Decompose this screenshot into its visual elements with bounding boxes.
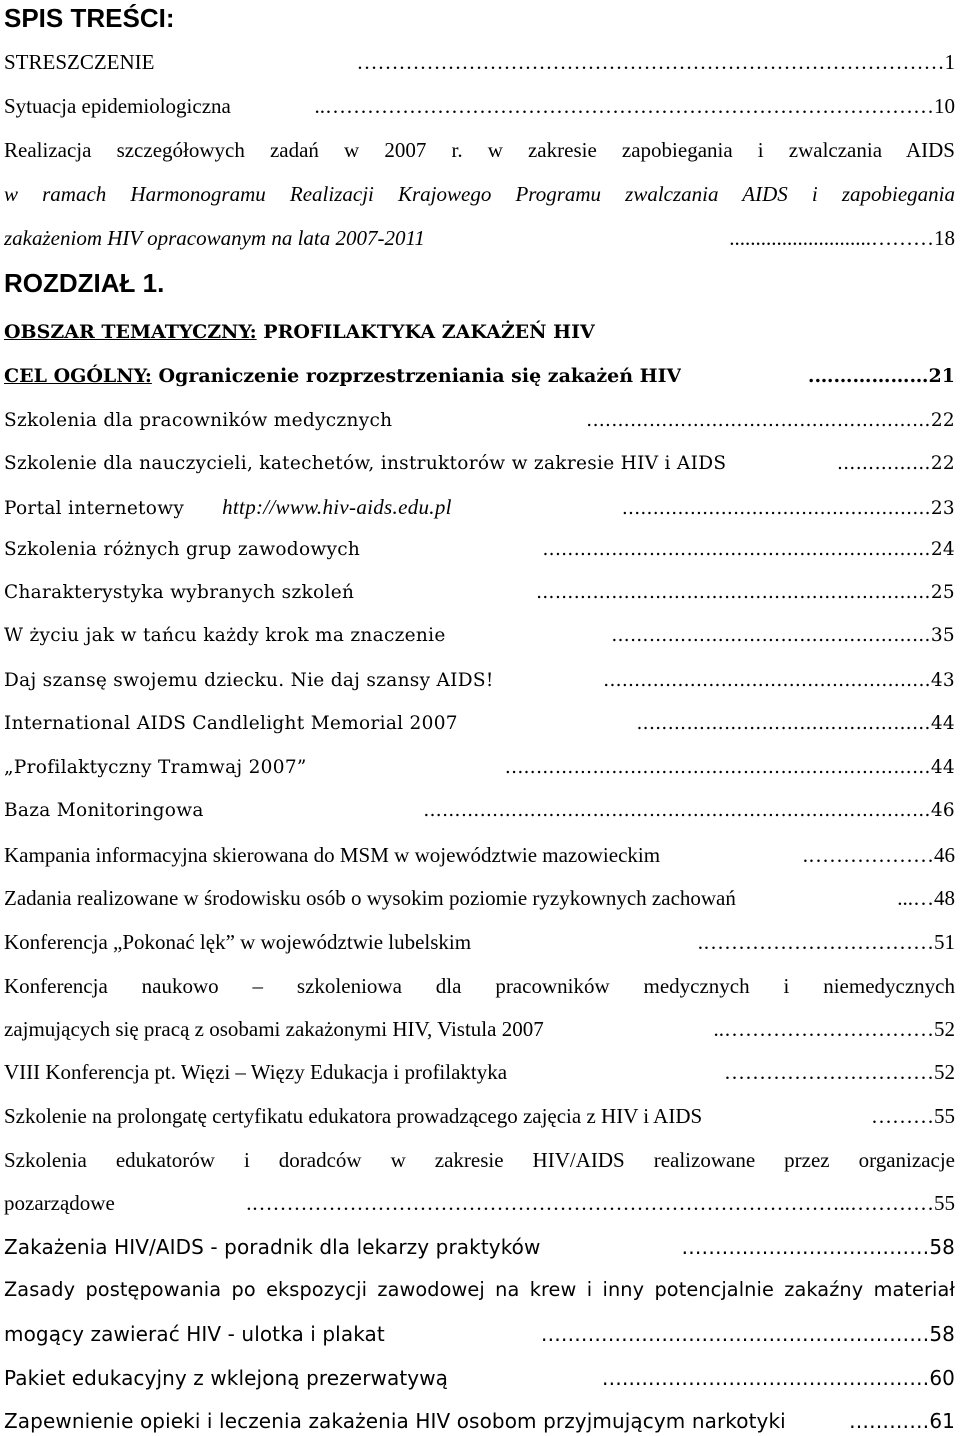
toc-heading: SPIS TREŚCI: xyxy=(4,3,175,33)
toc-entry-leader: …………… xyxy=(836,453,931,474)
toc-entry-text: mogący zawierać HIV - ulotka i plakat xyxy=(4,1322,385,1346)
toc-entry-leader: ……………………………………….. xyxy=(636,713,931,734)
toc-entry-line[interactable]: Zasady postępowania po ekspozycji zawodowej na krew i inny potencjalnie zakaźny materiał xyxy=(4,1278,955,1301)
toc-entry-page: 58 xyxy=(929,1322,955,1346)
toc-entry-leader: ..................................................... xyxy=(603,670,931,691)
toc-entry[interactable] xyxy=(4,408,955,434)
toc-entry[interactable] xyxy=(4,755,955,781)
toc-entry[interactable] xyxy=(4,494,955,522)
toc-entry[interactable] xyxy=(4,580,955,606)
toc-entry-page: 35 xyxy=(930,625,955,646)
toc-entry-page: 58 xyxy=(929,1235,955,1259)
toc-entry-leader: …………………………………………………………………………….. xyxy=(314,94,934,118)
toc-entry-line[interactable]: Szkolenia edukatorów i doradców w zakresie HIV/AIDS realizowane przez organizacje xyxy=(4,1148,955,1172)
toc-entry-leader: ……………………………………………………… xyxy=(536,582,931,603)
toc-entry-leader: ……………………………. xyxy=(697,930,934,954)
toc-entry[interactable] xyxy=(4,49,955,75)
toc-entry[interactable] xyxy=(4,885,955,911)
toc-entry[interactable] xyxy=(4,225,955,251)
toc-entry-line[interactable]: Realizacja szczegółowych zadań w 2007 r. w zakresie zapobiegania i zwalczania AIDS xyxy=(4,138,955,162)
toc-entry[interactable] xyxy=(4,711,955,737)
toc-entry-leader: ……………………………………………………………………… xyxy=(423,800,931,821)
toc-entry-leader: ………………………………………………………………………… xyxy=(356,50,945,74)
toc-entry-page: 61 xyxy=(929,1409,955,1433)
toc-entry-text: VIII Konferencja pt. Więzi – Więzy Edukacja i profilaktyka xyxy=(4,1060,508,1084)
toc-entry-leader: ………………………………………………. xyxy=(586,410,931,431)
toc-entry-page: 55 xyxy=(934,1104,955,1128)
toc-entry-text: Szkolenie na prolongatę certyfikatu edukatora prowadzącego zajęcia z HIV i AIDS xyxy=(4,1104,703,1128)
toc-entry[interactable] xyxy=(4,1059,955,1085)
toc-entry-leader: …………..…………………………………………………………………………. xyxy=(246,1191,934,1215)
toc-entry-leader: ………………………….. xyxy=(713,1017,934,1041)
toc-entry-page: 55 xyxy=(934,1191,955,1215)
toc-entry-leader: …... xyxy=(897,886,934,910)
toc-entry-text: W życiu jak w tańcu każdy krok ma znaczenie xyxy=(4,625,446,646)
toc-entry-page: 52 xyxy=(934,1017,955,1041)
toc-entry-page: 10 xyxy=(934,94,955,118)
toc-entry-page: 21 xyxy=(928,365,955,387)
toc-entry-page: 48 xyxy=(934,886,955,910)
general-goal-entry[interactable] xyxy=(4,363,955,389)
toc-entry-leader: ………………………………. xyxy=(681,1235,930,1259)
portal-label: Portal internetowy xyxy=(4,498,185,519)
toc-entry-text: Zadania realizowane w środowisku osób o wysokim poziomie ryzykownych zachowań xyxy=(4,886,736,910)
toc-entry-text: zakażeniom HIV opracowanym na lata 2007-2011 xyxy=(4,226,425,250)
toc-entry[interactable] xyxy=(4,1190,955,1216)
toc-entry-text: STRESZCZENIE xyxy=(4,50,155,74)
thematic-area-value: PROFILAKTYKA ZAKAŻEŃ HIV xyxy=(263,321,595,343)
toc-entry[interactable] xyxy=(4,668,955,694)
general-goal-value: Ograniczenie rozprzestrzeniania się zakażeń HIV xyxy=(158,365,682,387)
toc-entry-leader: …………………………………………… xyxy=(611,625,931,646)
toc-entry[interactable] xyxy=(4,623,955,649)
toc-entry-text: zajmujących się pracą z osobami zakażonymi HIV, Vistula 2007 xyxy=(4,1017,544,1041)
toc-entry-text: Szkolenia dla pracowników medycznych xyxy=(4,410,393,431)
toc-entry-leader: ………………. xyxy=(802,843,934,867)
toc-entry-text: Baza Monitoringowa xyxy=(4,800,204,821)
toc-entry-text: Daj szansę swojemu dziecku. Nie daj szansy AIDS! xyxy=(4,670,494,691)
toc-entry[interactable] xyxy=(4,1103,955,1129)
toc-entry-text: Sytuacja epidemiologiczna xyxy=(4,94,231,118)
toc-entry-page: 44 xyxy=(930,757,955,778)
toc-entry-page: 18 xyxy=(934,226,955,250)
toc-entry-leader: .................................................. xyxy=(621,498,931,519)
toc-entry[interactable] xyxy=(4,1016,955,1042)
toc-entry-text xyxy=(4,494,452,522)
toc-entry-leader: …………………………………………………. xyxy=(540,1322,930,1346)
toc-entry-text: Szkolenia różnych grup zawodowych xyxy=(4,539,361,560)
toc-entry[interactable] xyxy=(4,798,955,824)
toc-entry-text: International AIDS Candlelight Memorial 2007 xyxy=(4,713,458,734)
toc-entry-text: Charakterystyka wybranych szkoleń xyxy=(4,582,355,603)
toc-entry-text: Kampania informacyjna skierowana do MSM w województwie mazowieckim xyxy=(4,843,661,867)
toc-entry[interactable] xyxy=(4,929,955,955)
toc-entry-text: Szkolenie dla nauczycieli, katechetów, instruktorów w zakresie HIV i AIDS xyxy=(4,453,727,474)
toc-entry[interactable] xyxy=(4,1321,955,1347)
toc-entry-text: Konferencja „Pokonać lęk” w województwie lubelskim xyxy=(4,930,472,954)
toc-entry-page: 25 xyxy=(930,582,955,603)
toc-entry-page: 22 xyxy=(930,453,955,474)
chapter-title: ROZDZIAŁ 1. xyxy=(4,268,165,298)
toc-entry-page: 46 xyxy=(934,843,955,867)
toc-entry-text: pozarządowe xyxy=(4,1191,115,1215)
toc-entry-page: 24 xyxy=(930,539,955,560)
toc-entry-line[interactable]: w ramach Harmonogramu Realizacji Krajowego Programu zwalczania AIDS i zapobiegania xyxy=(4,182,955,206)
toc-entry[interactable] xyxy=(4,93,955,119)
toc-entry-page: 1 xyxy=(944,50,955,74)
toc-entry-page: 22 xyxy=(930,410,955,431)
general-goal-label: CEL OGÓLNY: xyxy=(4,365,152,387)
toc-entry-page: 43 xyxy=(930,670,955,691)
toc-entry-text: Zapewnienie opieki i leczenia zakażenia HIV osobom przyjmującym narkotyki xyxy=(4,1409,786,1433)
toc-entry-page: 46 xyxy=(930,800,955,821)
toc-entry-text: Pakiet edukacyjny z wklejoną prezerwatywą xyxy=(4,1366,449,1390)
toc-entry-leader: ……………………………………...…. xyxy=(602,1366,930,1390)
toc-entry-leader: ………………………………………………………….. xyxy=(504,757,931,778)
toc-entry-leader: ………………. xyxy=(807,365,929,387)
toc-entry[interactable] xyxy=(4,1408,955,1434)
toc-entry[interactable] xyxy=(4,1365,955,1391)
toc-entry-page: 52 xyxy=(934,1060,955,1084)
toc-entry[interactable] xyxy=(4,842,955,868)
toc-entry[interactable] xyxy=(4,537,955,563)
toc-entry-page: 60 xyxy=(929,1366,955,1390)
toc-entry-page: 51 xyxy=(934,930,955,954)
portal-url-link[interactable]: http://www.hiv-aids.edu.pl xyxy=(222,495,452,519)
toc-entry-text: „Profilaktyczny Tramwaj 2007” xyxy=(4,757,307,778)
toc-entry-line[interactable]: Konferencja naukowo – szkoleniowa dla pracowników medycznych i niemedycznych xyxy=(4,974,955,998)
thematic-area-label: OBSZAR TEMATYCZNY: xyxy=(4,321,257,343)
thematic-area xyxy=(4,319,955,345)
toc-entry[interactable] xyxy=(4,451,955,477)
toc-entry-leader: ………........................... xyxy=(729,226,934,250)
toc-entry-leader: …………………………………………………….. xyxy=(542,539,931,560)
toc-entry-page: 23 xyxy=(930,498,955,519)
toc-entry-text: Zakażenia HIV/AIDS - poradnik dla lekarzy praktyków xyxy=(4,1235,541,1259)
toc-entry-page: 44 xyxy=(930,713,955,734)
toc-entry[interactable] xyxy=(4,1234,955,1260)
toc-entry-leader: ………………………… xyxy=(724,1060,934,1084)
toc-entry-leader: ……… xyxy=(871,1104,934,1128)
toc-entry-leader: ………… xyxy=(848,1409,930,1433)
general-goal-text xyxy=(4,363,681,389)
